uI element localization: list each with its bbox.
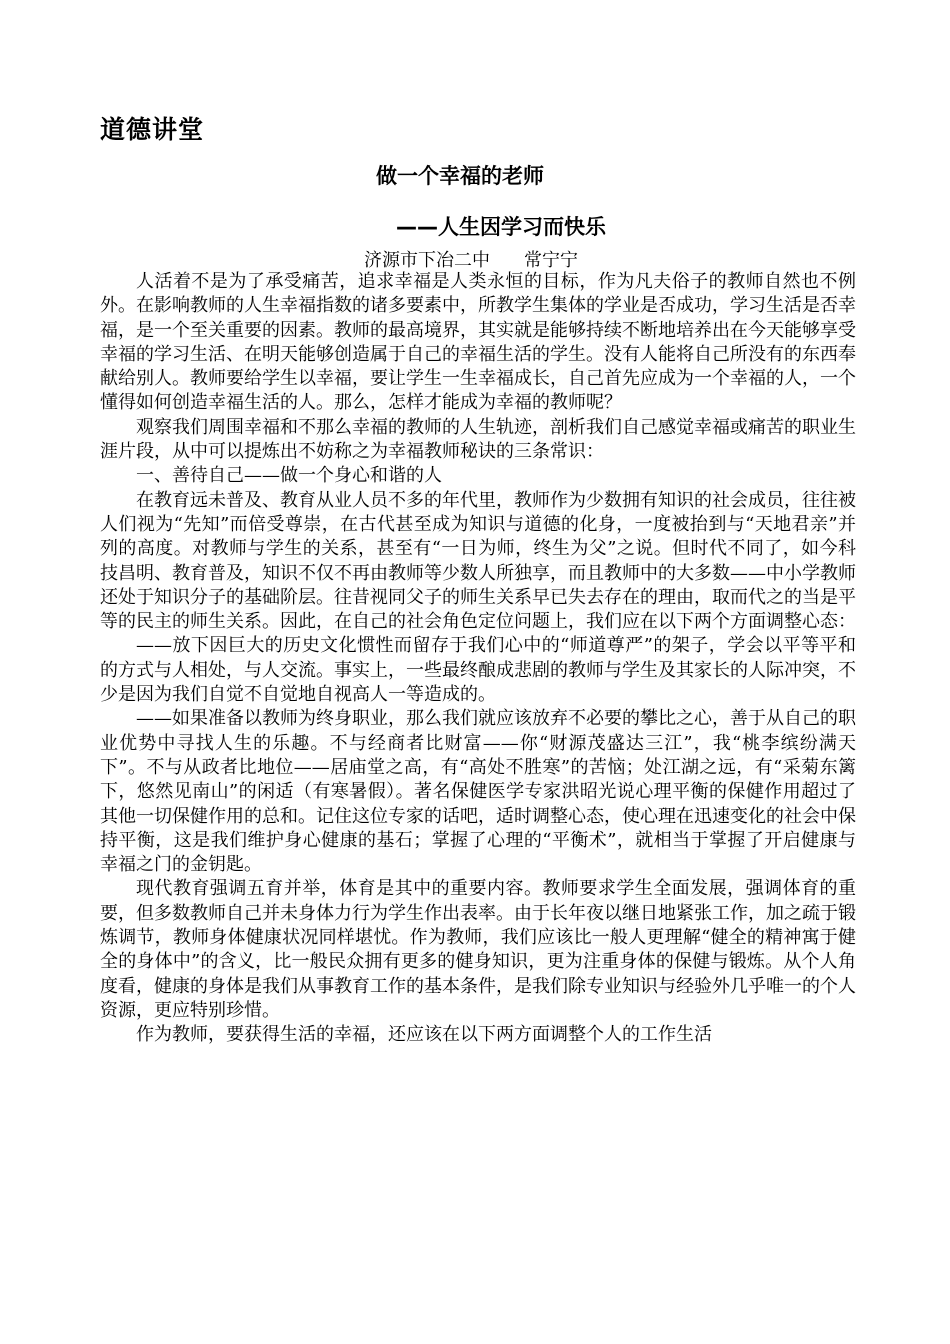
paragraph: 在教育远未普及、教育从业人员不多的年代里，教师作为少数拥有知识的社会成员，往往被人们视为“先知”而倍受尊崇，在古代甚至成为知识与道德的化身，一度被抬到与“天地君亲”并列的高度。对教师与学生的关系，甚至有“一日为师，终生为父”之说。但时代不同了，如今科技昌明、教育普及，知识不仅不再由教师等少数人所独享，而且教师中的大多数——中小学教师还处于知识分子的基础阶层。往昔视同父子的师生关系早已失去存在的理由，取而代之的当是平等的民主的师生关系。因此，在自己的社会角色定位问题上，我们应在以下两个方面调整心态： xyxy=(100,489,856,633)
section-heading: 一、善待自己——做一个身心和谐的人 xyxy=(136,465,442,487)
author-line xyxy=(364,246,578,272)
author-school: 济源市下冶二中 xyxy=(364,250,490,271)
paragraph: 人活着不是为了承受痛苦，追求幸福是人类永恒的目标，作为凡夫俗子的教师自然也不例外。在影响教师的人生幸福指数的诸多要素中，所教学生集体的学业是否成功，学习生活是否幸福，是一个至关重要的因素。教师的最高境界，其实就是能够持续不断地培养出在今天能够享受幸福的学习生活、在明天能够创造属于自己的幸福生活的学生。没有人能将自己所没有的东西奉献给别人。教师要给学生以幸福，要让学生一生幸福成长，自己首先应成为一个幸福的人，一个懂得如何创造幸福生活的人。那么，怎样才能成为幸福的教师呢？ xyxy=(100,271,856,414)
paragraph: 观察我们周围幸福和不那么幸福的教师的人生轨迹，剖析我们自己感觉幸福或痛苦的职业生涯片段，从中可以提炼出不妨称之为幸福教师秘诀的三条常识： xyxy=(100,416,856,463)
author-name: 常宁宁 xyxy=(524,250,578,271)
paragraph: ——放下因巨大的历史文化惯性而留存于我们心中的“师道尊严”的架子，学会以平等平和的方式与人相处，与人交流。事实上，一些最终酿成悲剧的教师与学生及其家长的人际冲突，不少是因为我们自觉不自觉地自视高人一等造成的。 xyxy=(100,635,856,706)
article-title: 做一个幸福的老师 xyxy=(376,164,544,188)
paragraph: ——如果准备以教师为终身职业，那么我们就应该放弃不必要的攀比之心，善于从自己的职业优势中寻找人生的乐趣。不与经商者比财富——你“财源茂盛达三江”，我“桃李缤纷满天下”。不与从政者比地位——居庙堂之高，有“高处不胜寒”的苦恼；处江湖之远，有“采菊东篱下，悠然见南山”的闲适（有寒暑假）。著名保健医学专家洪昭光说心理平衡的保健作用超过了其他一切保健作用的总和。记住这位专家的话吧，适时调整心态，使心理在迅速变化的社会中保持平衡，这是我们维护身心健康的基石；掌握了心理的“平衡术”，就相当于掌握了开启健康与幸福之门的金钥匙。 xyxy=(100,708,856,876)
paragraph: 现代教育强调五育并举，体育是其中的重要内容。教师要求学生全面发展，强调体育的重要，但多数教师自己并未身体力行为学生作出表率。由于长年夜以继日地紧张工作，加之疏于锻炼调节，教师身体健康状况同样堪忧。作为教师，我们应该比一般人更理解“健全的精神寓于健全的身体中”的含义，比一般民众拥有更多的健身知识，更为注重身体的保健与锻炼。从个人角度看，健康的身体是我们从事教育工作的基本条件，是我们除专业知识与经验外几乎唯一的个人资源，更应特别珍惜。 xyxy=(100,878,856,1021)
section-title: 道德讲堂 xyxy=(100,115,205,144)
article-body xyxy=(100,270,856,1048)
article-subtitle: ——人生因学习而快乐 xyxy=(396,215,606,239)
paragraph: 作为教师，要获得生活的幸福，还应该在以下两方面调整个人的工作生活 xyxy=(136,1024,712,1046)
